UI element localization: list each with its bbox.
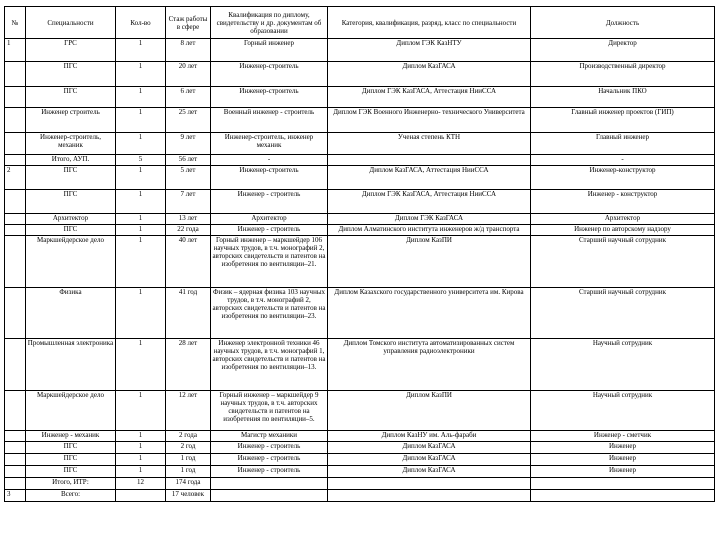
- cell-category: Диплом Томского института автоматизированных систем управления радиоэлектроники: [328, 339, 531, 391]
- cell-position: Старший научный сотрудник: [531, 288, 715, 339]
- cell-experience: 1 год: [166, 466, 211, 478]
- cell-category: Диплом ГЭК КазГАСА, Аттестация НииССА: [328, 87, 531, 108]
- cell-position: Инженер по авторскому надзору: [531, 225, 715, 236]
- table-row: [5, 190, 715, 214]
- cell-count: 1: [116, 39, 166, 62]
- table-row: [5, 62, 715, 87]
- cell-position: Инженер: [531, 454, 715, 466]
- cell-qualification: Военный инженер - строитель: [211, 108, 328, 133]
- cell-position: Инженер - конструктор: [531, 190, 715, 214]
- cell-experience: 56 лет: [166, 155, 211, 166]
- cell-count: 1: [116, 214, 166, 225]
- cell-category: Диплом ГЭК Военного Инженерно- технического Университета: [328, 108, 531, 133]
- cell-count: 1: [116, 466, 166, 478]
- table-row: [5, 87, 715, 108]
- cell-qualification: Горный инженер – маркшейдер 9 научных трудов, в т.ч. авторских свидетельств и патентов на изобретения по вентиляции–5.: [211, 391, 328, 431]
- cell-category: Диплом КазГАСА: [328, 442, 531, 454]
- cell-category: Диплом КазПИ: [328, 391, 531, 431]
- staff-table-sheet: [4, 6, 714, 502]
- cell-experience: 7 лет: [166, 190, 211, 214]
- cell-number: [5, 62, 26, 87]
- cell-experience: 6 лет: [166, 87, 211, 108]
- cell-specialty: Промышленная электроника: [26, 339, 116, 391]
- cell-number: [5, 431, 26, 442]
- cell-experience: 12 лет: [166, 391, 211, 431]
- table-row: [5, 166, 715, 190]
- cell-experience: 28 лет: [166, 339, 211, 391]
- cell-count: 1: [116, 442, 166, 454]
- cell-count: 1: [116, 339, 166, 391]
- table-row: [5, 431, 715, 442]
- cell-category: Диплом ГЭК КазГАСА, Аттестация НииССА: [328, 190, 531, 214]
- cell-experience: 13 лет: [166, 214, 211, 225]
- cell-category: [328, 490, 531, 502]
- cell-specialty: ПГС: [26, 466, 116, 478]
- cell-category: Диплом КазГАСА, Аттестация НииССА: [328, 166, 531, 190]
- cell-specialty: Инженер - механик: [26, 431, 116, 442]
- table-row: [5, 442, 715, 454]
- cell-specialty: ПГС: [26, 442, 116, 454]
- header-experience: Стаж работы в сфере: [166, 7, 211, 39]
- cell-experience: 41 год: [166, 288, 211, 339]
- cell-specialty: ПГС: [26, 166, 116, 190]
- cell-count: 1: [116, 236, 166, 288]
- cell-number: [5, 87, 26, 108]
- table-row: [5, 108, 715, 133]
- cell-position: Архитектор: [531, 214, 715, 225]
- cell-position: [531, 490, 715, 502]
- cell-count: 1: [116, 225, 166, 236]
- cell-number: [5, 190, 26, 214]
- cell-count: 1: [116, 108, 166, 133]
- cell-number: [5, 133, 26, 155]
- cell-category: Диплом Казахского государственного университета им. Кирова: [328, 288, 531, 339]
- cell-count: 1: [116, 133, 166, 155]
- cell-experience: 1 год: [166, 454, 211, 466]
- cell-position: Главный инженер: [531, 133, 715, 155]
- cell-position: [531, 478, 715, 490]
- cell-category: [328, 155, 531, 166]
- cell-experience: 40 лет: [166, 236, 211, 288]
- cell-specialty: ПГС: [26, 225, 116, 236]
- table-row: [5, 339, 715, 391]
- header-specialty: Специальности: [26, 7, 116, 39]
- cell-qualification: Инженер электронной техники 46 научных трудов, в т.ч. монографий 1, авторских свидетельств и патентов на изобретения по вентиляции–13.: [211, 339, 328, 391]
- header-count: Кол-во: [116, 7, 166, 39]
- cell-count: 1: [116, 62, 166, 87]
- cell-number: [5, 478, 26, 490]
- cell-specialty: Итого, ИТР:: [26, 478, 116, 490]
- cell-number: [5, 236, 26, 288]
- cell-category: Диплом КазГАСА: [328, 454, 531, 466]
- cell-category: Диплом ГЭК КазГАСА: [328, 214, 531, 225]
- staff-table: [4, 6, 715, 502]
- cell-qualification: Архитектор: [211, 214, 328, 225]
- cell-specialty: ПГС: [26, 87, 116, 108]
- cell-number: [5, 155, 26, 166]
- cell-count: 1: [116, 166, 166, 190]
- cell-count: [116, 490, 166, 502]
- cell-experience: 174 года: [166, 478, 211, 490]
- cell-count: 1: [116, 391, 166, 431]
- cell-category: Диплом КазГАСА: [328, 62, 531, 87]
- cell-number: 1: [5, 39, 26, 62]
- table-row: [5, 391, 715, 431]
- cell-category: Диплом КазНУ им. Аль-фараби: [328, 431, 531, 442]
- cell-qualification: Физик – ядерная физика 103 научных трудов, в т.ч. монографий 2, авторских свидетельств и патентов на изобретения по вентиляции–23.: [211, 288, 328, 339]
- header-row: [5, 7, 715, 39]
- cell-specialty: Маркшейдерское дело: [26, 391, 116, 431]
- table-row: [5, 155, 715, 166]
- cell-position: Старший научный сотрудник: [531, 236, 715, 288]
- cell-position: Инженер-конструктор: [531, 166, 715, 190]
- cell-experience: 20 лет: [166, 62, 211, 87]
- cell-count: 12: [116, 478, 166, 490]
- cell-specialty: Архитектор: [26, 214, 116, 225]
- cell-number: [5, 442, 26, 454]
- cell-qualification: [211, 490, 328, 502]
- cell-count: 1: [116, 87, 166, 108]
- cell-number: [5, 391, 26, 431]
- cell-category: Диплом ГЭК КазНТУ: [328, 39, 531, 62]
- cell-specialty: Физика: [26, 288, 116, 339]
- cell-specialty: Всего:: [26, 490, 116, 502]
- cell-qualification: Инженер-строитель: [211, 166, 328, 190]
- cell-qualification: Инженер - строитель: [211, 454, 328, 466]
- header-category: Категория, квалификация, разряд, класс по специальности: [328, 7, 531, 39]
- cell-experience: 5 лет: [166, 166, 211, 190]
- table-row: [5, 466, 715, 478]
- header-number: №: [5, 7, 26, 39]
- cell-number: 2: [5, 166, 26, 190]
- cell-experience: 2 года: [166, 431, 211, 442]
- cell-qualification: [211, 478, 328, 490]
- cell-number: 3: [5, 490, 26, 502]
- cell-category: Диплом КазГАСА: [328, 466, 531, 478]
- cell-specialty: ПГС: [26, 190, 116, 214]
- table-row: [5, 39, 715, 62]
- header-position: Должность: [531, 7, 715, 39]
- cell-qualification: Горный инженер: [211, 39, 328, 62]
- table-row: [5, 288, 715, 339]
- cell-number: [5, 339, 26, 391]
- cell-position: Директор: [531, 39, 715, 62]
- cell-position: Производственный директор: [531, 62, 715, 87]
- cell-count: 1: [116, 288, 166, 339]
- table-row: [5, 490, 715, 502]
- cell-experience: 22 года: [166, 225, 211, 236]
- cell-specialty: ПГС: [26, 454, 116, 466]
- cell-qualification: Инженер-строитель: [211, 87, 328, 108]
- table-row: [5, 236, 715, 288]
- cell-position: Инженер - сметчик: [531, 431, 715, 442]
- table-row: [5, 478, 715, 490]
- cell-category: [328, 478, 531, 490]
- table-row: [5, 214, 715, 225]
- cell-experience: 8 лет: [166, 39, 211, 62]
- cell-count: 1: [116, 454, 166, 466]
- cell-qualification: -: [211, 155, 328, 166]
- cell-number: [5, 466, 26, 478]
- cell-specialty: ГРС: [26, 39, 116, 62]
- cell-qualification: Инженер - строитель: [211, 442, 328, 454]
- cell-count: 5: [116, 155, 166, 166]
- cell-number: [5, 108, 26, 133]
- cell-experience: 9 лет: [166, 133, 211, 155]
- cell-qualification: Инженер-строитель, инженер механик: [211, 133, 328, 155]
- cell-experience: 17 человек: [166, 490, 211, 502]
- cell-experience: 2 год: [166, 442, 211, 454]
- table-row: [5, 133, 715, 155]
- cell-specialty: Инженер-строитель, механик: [26, 133, 116, 155]
- cell-specialty: Итого, АУП.: [26, 155, 116, 166]
- cell-position: -: [531, 155, 715, 166]
- cell-qualification: Инженер-строитель: [211, 62, 328, 87]
- cell-qualification: Инженер - строитель: [211, 225, 328, 236]
- cell-number: [5, 288, 26, 339]
- cell-category: Диплом КазПИ: [328, 236, 531, 288]
- cell-position: Инженер: [531, 466, 715, 478]
- cell-qualification: Инженер - строитель: [211, 466, 328, 478]
- table-row: [5, 225, 715, 236]
- cell-specialty: ПГС: [26, 62, 116, 87]
- header-qualification: Квалификация по диплому, свидетельству и др. документам об образовании: [211, 7, 328, 39]
- cell-qualification: Магистр механики: [211, 431, 328, 442]
- cell-number: [5, 454, 26, 466]
- cell-experience: 25 лет: [166, 108, 211, 133]
- cell-count: 1: [116, 190, 166, 214]
- cell-number: [5, 225, 26, 236]
- cell-position: Научный сотрудник: [531, 339, 715, 391]
- cell-position: Главный инженер проектов (ГИП): [531, 108, 715, 133]
- cell-number: [5, 214, 26, 225]
- cell-qualification: Горный инженер – маркшейдер 106 научных трудов, в т.ч. монографий 2, авторских свидетельств и патентов на изобретения по вентиляции–21.: [211, 236, 328, 288]
- cell-qualification: Инженер - строитель: [211, 190, 328, 214]
- cell-count: 1: [116, 431, 166, 442]
- cell-category: Ученая степень КТН: [328, 133, 531, 155]
- table-row: [5, 454, 715, 466]
- cell-category: Диплом Алматинского института инженеров ж/д транспорта: [328, 225, 531, 236]
- cell-position: Научный сотрудник: [531, 391, 715, 431]
- cell-position: Инженер: [531, 442, 715, 454]
- cell-specialty: Инженер строитель: [26, 108, 116, 133]
- cell-position: Начальник ПКО: [531, 87, 715, 108]
- cell-specialty: Маркшейдерское дело: [26, 236, 116, 288]
